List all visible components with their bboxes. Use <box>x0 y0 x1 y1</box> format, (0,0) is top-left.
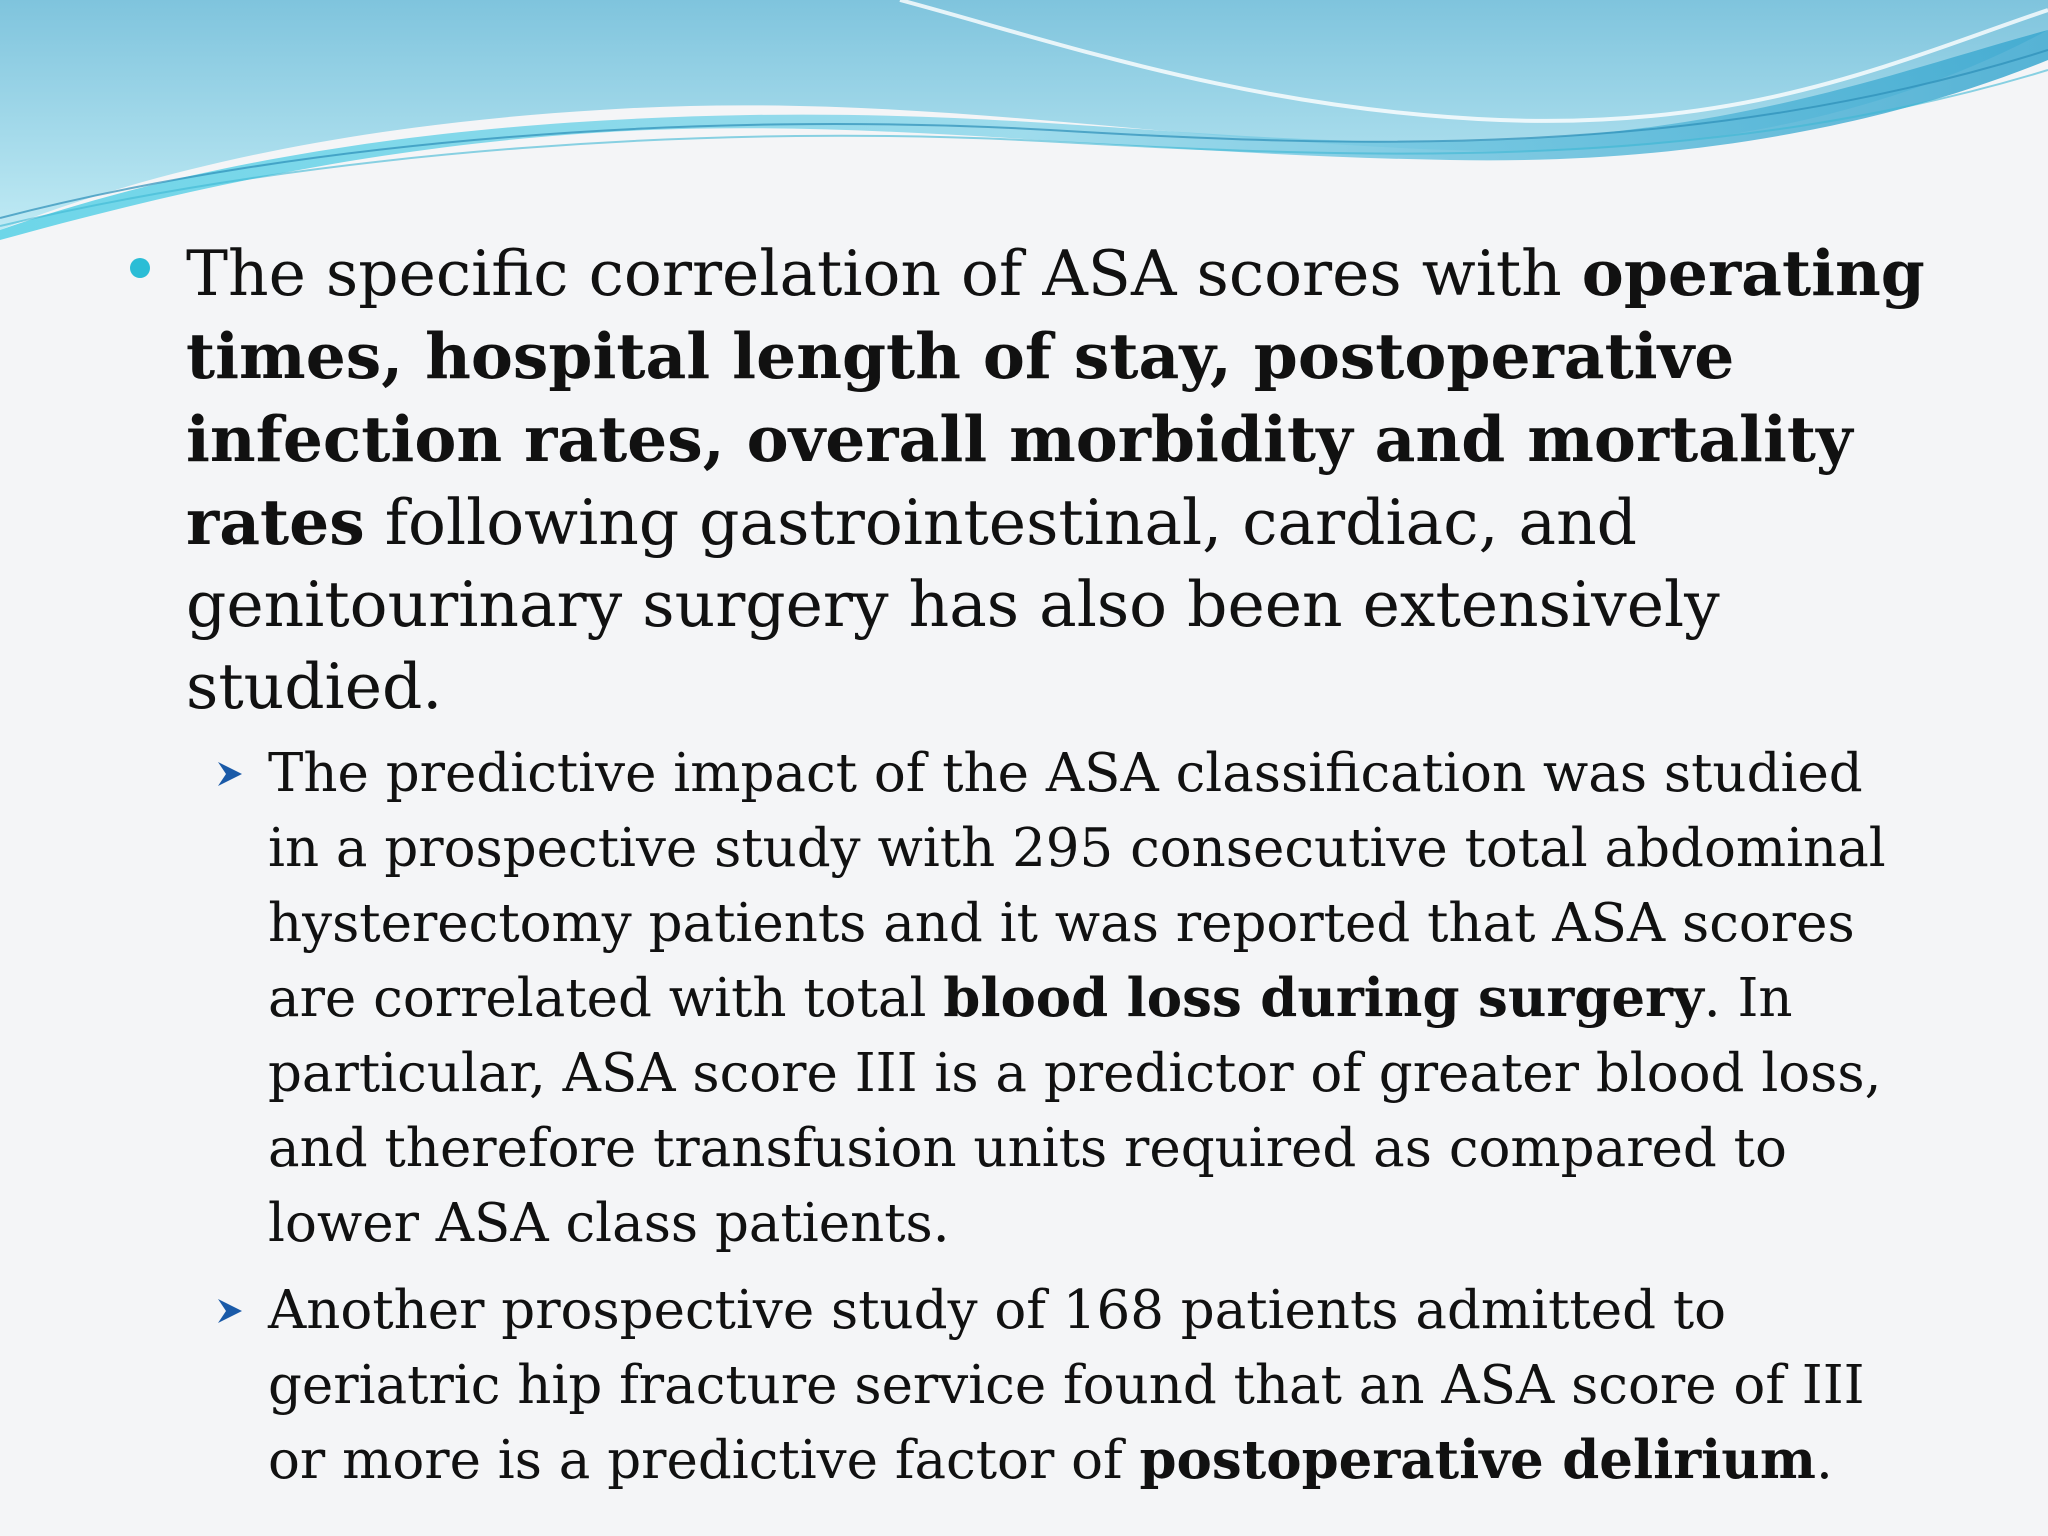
main-bullet-point <box>128 232 1948 728</box>
sub-point-2-text-2: . <box>1815 1430 1833 1491</box>
sub-point-1-bold: blood loss during surgery <box>943 967 1704 1029</box>
main-point-text-1: The specific correlation of ASA scores with <box>186 237 1582 310</box>
sub-bullet-point <box>210 736 1910 1261</box>
arrowhead-bullet-icon <box>214 1295 246 1327</box>
arrowhead-bullet-icon <box>214 758 246 790</box>
sub-point-1-text-1: The predictive impact of the ASA classification was studied in a prospective study with 295 consecutive total abdominal hysterectomy patients and it was reported that ASA scores are correlated with total <box>268 743 1886 1029</box>
circle-bullet-icon <box>130 258 150 278</box>
sub-point-2-text-1: Another prospective study of 168 patients admitted to geriatric hip fracture service found that an ASA score of III or more is a predictive factor of <box>268 1280 1865 1491</box>
main-point-text-2: following gastrointestinal, cardiac, and genitourinary surgery has also been extensively studied. <box>186 486 1720 723</box>
main-point-bold-1: operating times, hospital length of stay, postoperative infection rates, overall morbidity and mortality rates <box>186 236 1925 559</box>
sub-point-1-text-2: . In particular, ASA score III is a predictor of greater blood loss, and therefore transfusion units required as compared to lower ASA class patients. <box>268 968 1882 1254</box>
sub-bullet-point <box>210 1273 1910 1498</box>
header-wave-decoration <box>0 0 2048 240</box>
sub-point-2-bold: postoperative delirium <box>1139 1429 1816 1491</box>
sub-bullet-list <box>210 736 1910 1498</box>
slide-content <box>128 232 1948 1510</box>
